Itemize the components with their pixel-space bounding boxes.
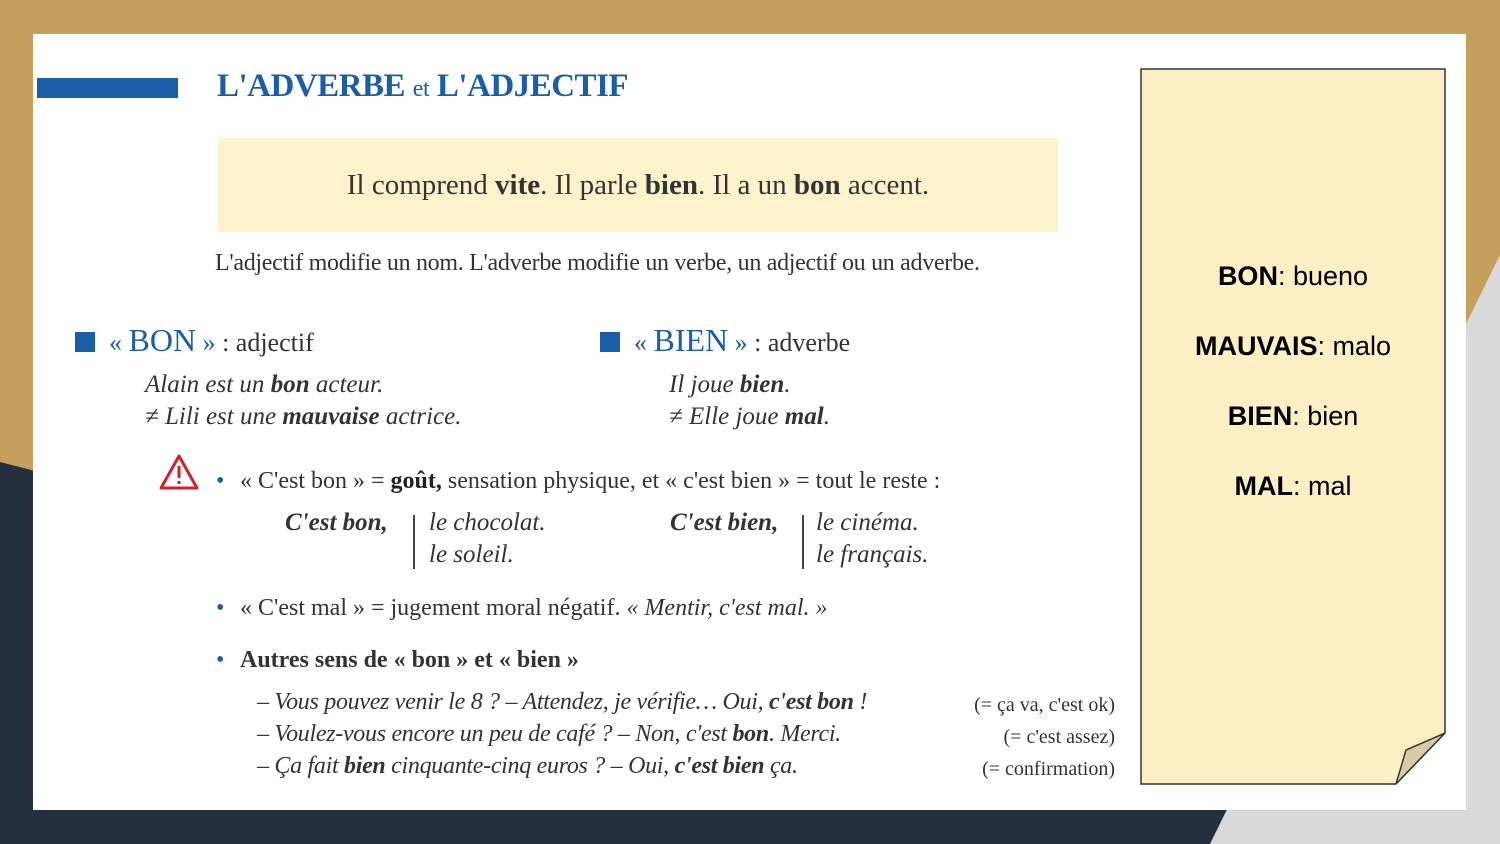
bon-square-marker [75,332,95,352]
warning-triangle-icon [159,454,199,490]
other-meanings-heading: Autres sens de « bon » et « bien » [240,647,579,673]
dialog-line: – Voulez-vous encore un peu de café ? – Non, c'est bon. Merci. [257,721,841,747]
divider-bar [802,515,804,569]
glossary-entry: BON: bueno [1217,261,1369,291]
bien-heading: « BIEN » : adverbe [634,322,851,358]
cest-bien-item: le cinéma. [816,509,919,536]
cest-bien-label: C'est bien, [670,509,779,536]
cest-bon-label: C'est bon, [285,509,388,536]
example-sentence: Il comprend vite. Il parle bien. Il a un bon accent. [346,168,930,201]
dialog-line: – Vous pouvez venir le 8 ? – Attendez, je vérifie… Oui, c'est bon ! [257,689,868,715]
bon-example-1: Alain est un bon acteur. [145,371,384,398]
example-sentence-box [218,138,1058,232]
bullet-icon: • [216,468,225,494]
bullet-icon: • [216,595,225,621]
dialog-note: (= ça va, c'est ok) [974,694,1115,716]
bon-bien-usage-text: « C'est bon » = goût, sensation physique, et « c'est bien » = tout le reste : [240,468,941,494]
dialog-note: (= c'est assez) [1003,726,1115,748]
page-title: L'ADVERBE et L'ADJECTIF [217,68,629,104]
dialog-line: – Ça fait bien cinquante-cinq euros ? – Oui, c'est bien ça. [257,753,798,779]
rule-text: L'adjectif modifie un nom. L'adverbe modifie un verbe, un adjectif ou un adverbe. [215,250,980,276]
cest-mal-text: « C'est mal » = jugement moral négatif. « Mentir, c'est mal. » [240,595,828,621]
cest-bon-item: le chocolat. [429,509,546,536]
glossary-entry: BIEN: bien [1227,401,1359,431]
bien-example-1: Il joue bien. [669,371,791,398]
title-accent-bar [37,78,178,98]
bien-square-marker [600,332,620,352]
glossary-entry: MAL: mal [1234,471,1352,501]
dialog-note: (= confirmation) [982,758,1115,780]
divider-bar [413,515,415,569]
bon-example-2: ≠ Lili est une mauvaise actrice. [145,403,462,430]
glossary-list [1140,260,1446,540]
cest-bon-item: le soleil. [429,541,514,568]
bon-heading: « BON » : adjectif [109,322,314,358]
cest-bien-item: le français. [816,541,929,568]
bien-example-2: ≠ Elle joue mal. [669,403,830,430]
glossary-entry: MAUVAIS: malo [1194,331,1392,361]
bullet-icon: • [216,647,225,673]
